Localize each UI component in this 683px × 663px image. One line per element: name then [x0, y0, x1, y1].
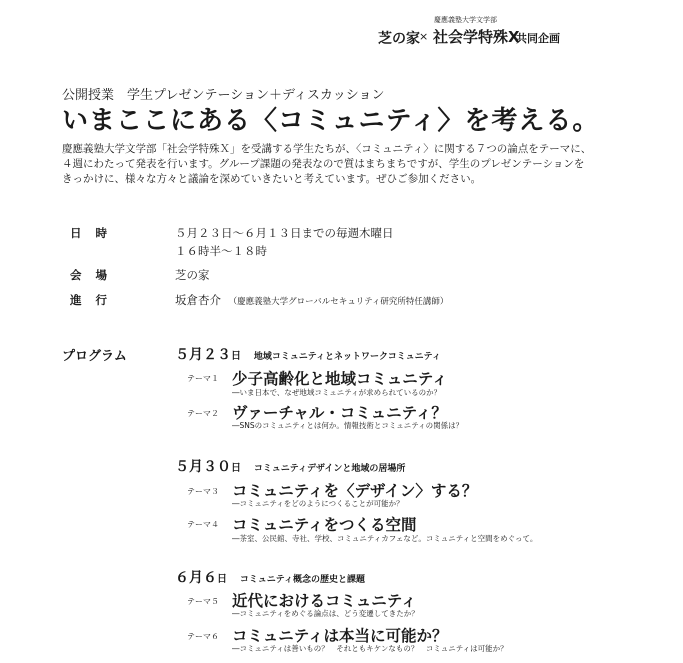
theme-3-label: テーマ３: [187, 487, 219, 496]
event-intro: 慶應義塾大学文学部「社会学特殊Ｘ」を受講する学生たちが、〈コミュニティ〉に関する７つの論点をテーマに、４週にわたって発表を行います。グループ課題の発表なので質はまちまちですが、学生のプレゼンテーションをきっかけに、様々な方々と議論を深めていきたいと考えています。ぜひご参加ください。: [62, 143, 592, 185]
info-label-datetime: 日時: [70, 226, 121, 240]
session-3-date-day: 日: [217, 574, 227, 585]
info-value-datetime-1: ５月２３日〜６月１３日までの毎週木曜日: [175, 226, 394, 240]
theme-4-subtitle: ―茶室、公民館、寺社、学校、コミュニティカフェなど。コミュニティと空間をめぐって。: [232, 534, 538, 543]
theme-6-title: コミュニティは本当に可能か？: [232, 626, 448, 645]
session-1-date-value: ５月２３: [175, 347, 231, 363]
event-subtitle: 公開授業 学生プレゼンテーション＋ディスカッション: [62, 88, 385, 103]
session-2-date-value: ５月３０: [175, 459, 231, 475]
brand-course: 社会学特殊X: [433, 28, 520, 46]
info-label-venue: 会場: [70, 268, 121, 282]
moderator-name: 坂倉杏介: [175, 293, 221, 307]
info-label-moderator: 進行: [70, 293, 121, 307]
session-1-topic: 地域コミュニティとネットワークコミュニティ: [253, 352, 441, 362]
session-2-date: [175, 456, 405, 476]
brand-shibanoie: 芝の家: [378, 31, 420, 47]
theme-6-label: テーマ６: [187, 632, 219, 641]
page-title: いまここにある〈コミュニティ〉を考える。: [62, 106, 600, 136]
brand-organization: 慶應義塾大学文学部: [434, 16, 497, 24]
session-1-date-day: 日: [231, 351, 241, 362]
theme-1-label: テーマ１: [187, 374, 219, 383]
theme-3-subtitle: ―コミュニティをどのようにつくることが可能か？: [232, 499, 404, 508]
info-value-moderator: [175, 292, 448, 308]
theme-4-label: テーマ４: [187, 520, 219, 529]
info-value-venue: 芝の家: [175, 268, 210, 282]
session-2-date-day: 日: [231, 463, 241, 474]
theme-2-label: テーマ２: [187, 409, 219, 418]
theme-1-title: 少子高齢化と地域コミュニティ: [232, 369, 448, 388]
moderator-affiliation: （慶應義塾大学グローバルセキュリティ研究所特任講師）: [228, 297, 449, 307]
session-3-date-value: ６月６: [175, 570, 217, 586]
session-3-date: [175, 567, 365, 587]
theme-2-subtitle: ―SNSのコミュニティとは何か。情報技術とコミュニティの関係は？: [232, 421, 464, 430]
brand-joint-project: 共同企画: [516, 32, 560, 45]
theme-3-title: コミュニティを〈デザイン〉する？: [232, 481, 478, 500]
theme-4-title: コミュニティをつくる空間: [232, 515, 417, 534]
session-3-topic: コミュニティ概念の歴史と課題: [239, 575, 365, 585]
session-1-date: [175, 344, 441, 364]
session-2-topic: コミュニティデザインと地域の居場所: [253, 464, 406, 474]
theme-5-subtitle: ―コミュニティをめぐる論点は、どう変遷してきたか？: [232, 609, 419, 618]
theme-6-subtitle: ―コミュニティは善いもの？ それともキケンなもの？ コミュニティは可能か？: [232, 644, 508, 653]
brand-cross: ×: [419, 30, 429, 43]
theme-5-label: テーマ５: [187, 597, 219, 606]
theme-2-title: ヴァーチャル・コミュニティ？: [232, 403, 447, 422]
info-value-datetime-2: １６時半〜１８時: [175, 244, 267, 258]
theme-1-subtitle: ―いま日本で、なぜ地域コミュニティが求められているのか？: [232, 388, 442, 397]
theme-5-title: 近代におけるコミュニティ: [232, 591, 417, 610]
program-label: プログラム: [62, 349, 127, 364]
